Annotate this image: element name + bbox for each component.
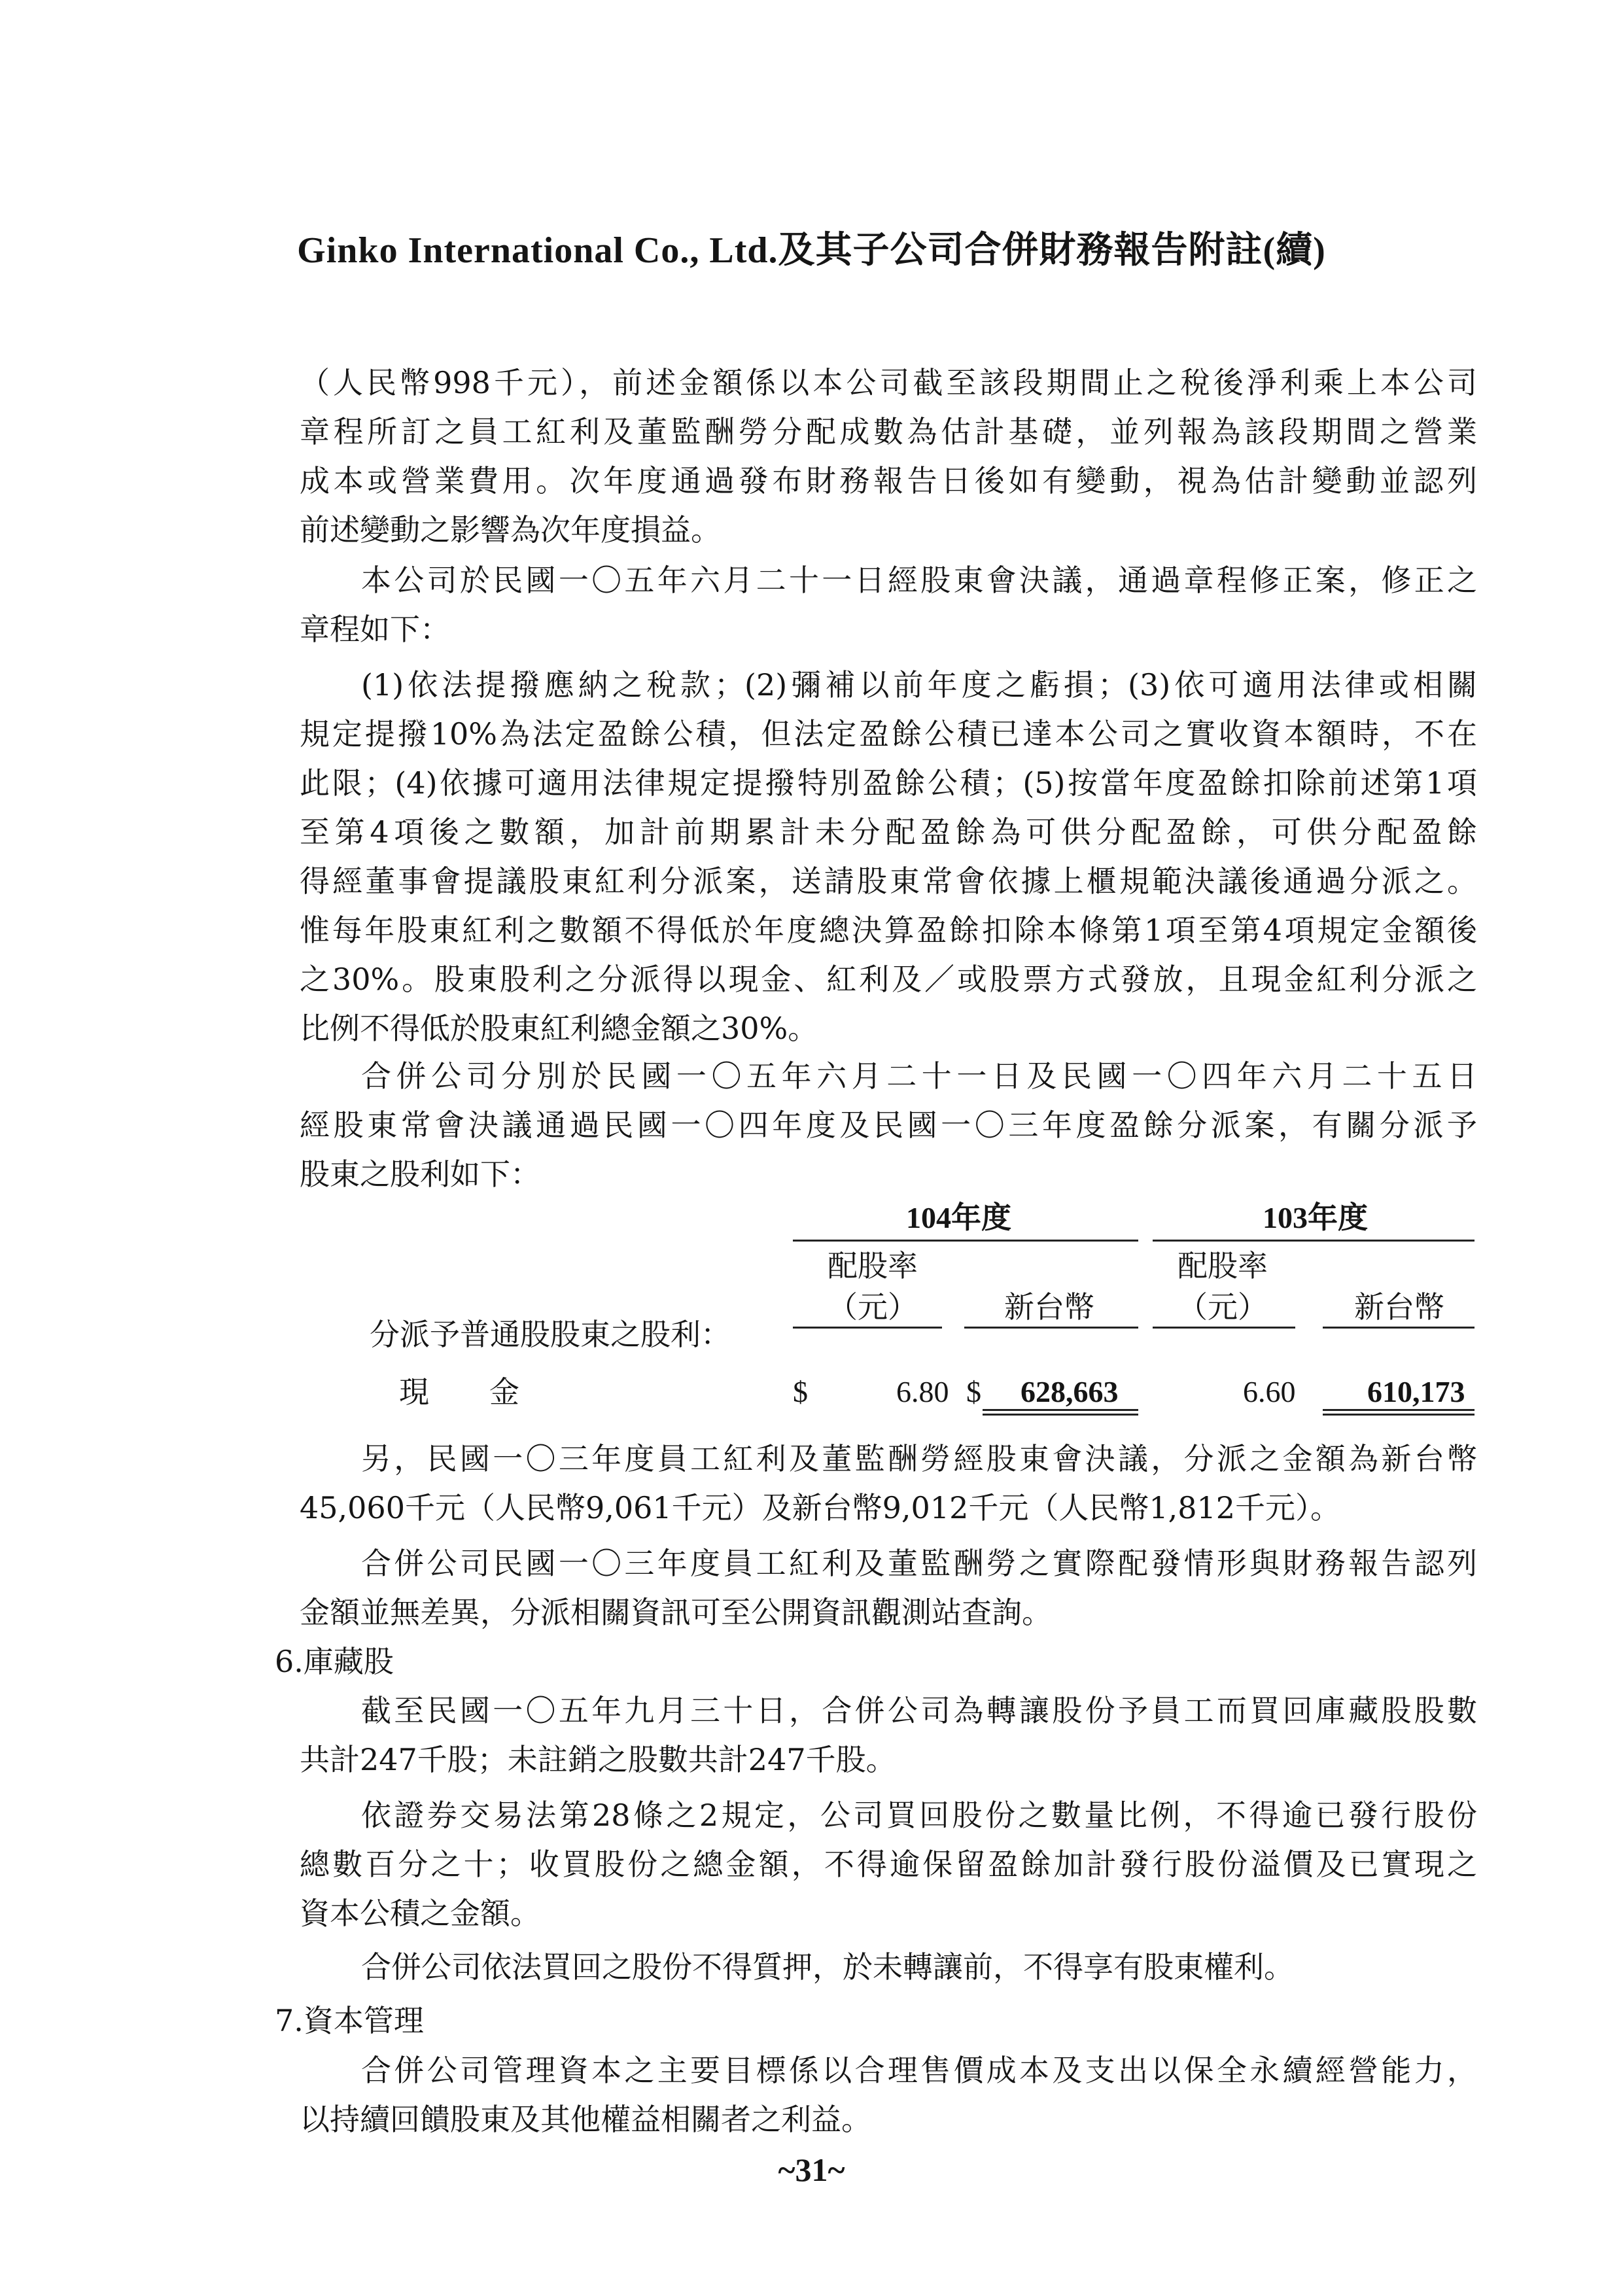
text-line: 資本公積之金額。 xyxy=(300,1896,540,1931)
text-line: 規定提撥10%為法定盈餘公積，但法定盈餘公積已達本公司之實收資本額時，不在 xyxy=(300,716,1477,752)
text-line: 之30%。股東股利之分派得以現金、紅利及／或股票方式發放，且現金紅利分派之 xyxy=(300,962,1477,997)
text-line: 依證券交易法第28條之2規定，公司買回股份之數量比例，不得逾已發行股份 xyxy=(361,1798,1477,1833)
rate-header-103: 配股率 xyxy=(1178,1248,1268,1283)
text-line: 金額並無差異，分派相關資訊可至公開資訊觀測站查詢。 xyxy=(300,1595,1052,1630)
page-number: ~31~ xyxy=(778,2151,845,2188)
paragraph-bonus-difference xyxy=(300,1539,1477,1637)
text-line: 股東之股利如下： xyxy=(300,1157,540,1192)
unit-header-103: （元） xyxy=(1178,1289,1268,1325)
text-line: 前述變動之影響為次年度損益。 xyxy=(300,512,721,548)
text-line: 得經董事會提議股東紅利分派案，送請股東常會依據上櫃規範決議後通過分派之。 xyxy=(300,863,1477,899)
text-line: 成本或營業費用。次年度通過發布財務報告日後如有變動，視為估計變動並認列 xyxy=(300,463,1477,498)
text-line: 合併公司民國一〇三年度員工紅利及董監酬勞之實際配發情形與財務報告認列 xyxy=(361,1546,1477,1581)
subheader-rule xyxy=(1153,1327,1295,1329)
currency-symbol: $ xyxy=(793,1375,808,1408)
currency-symbol: $ xyxy=(966,1375,981,1408)
paragraph-employee-bonus xyxy=(300,1435,1477,1533)
paragraph-treasury-1 xyxy=(300,1686,1477,1784)
rate-header-104: 配股率 xyxy=(828,1248,918,1283)
column-header-104: 104年度 xyxy=(906,1201,1011,1234)
total-underline xyxy=(1323,1409,1475,1411)
text-line: 章程如下： xyxy=(300,612,450,647)
row-label-cash: 現 金 xyxy=(399,1374,519,1410)
text-line: 章程所訂之員工紅利及董監酬勞分配成數為估計基礎，並列報為該段期間之營業 xyxy=(300,414,1477,449)
text-line: 比例不得低於股東紅利總金額之30%。 xyxy=(300,1011,818,1046)
text-line: 總數百分之十；收買股份之總金額，不得逾保留盈餘加計發行股份溢價及已實現之 xyxy=(300,1847,1477,1882)
text-line: 截至民國一〇五年九月三十日，合併公司為轉讓股份予員工而買回庫藏股股數 xyxy=(361,1693,1477,1728)
text-line: 另，民國一〇三年度員工紅利及董監酬勞經股東會決議，分派之金額為新台幣 xyxy=(361,1441,1477,1476)
text-line: 經股東常會決議通過民國一〇四年度及民國一〇三年度盈餘分派案，有關分派予 xyxy=(300,1107,1477,1143)
amount-value-104: 628,663 xyxy=(1021,1375,1119,1408)
total-underline xyxy=(983,1409,1138,1411)
header-rule xyxy=(1153,1240,1475,1242)
text-line: 以持續回饋股東及其他權益相關者之利益。 xyxy=(300,2102,871,2137)
text-line: 45,060千元（人民幣9,061千元）及新台幣9,012千元（人民幣1,812千元）。 xyxy=(300,1490,1341,1525)
subheader-rule xyxy=(1323,1327,1475,1329)
amount-header-104: 新台幣 xyxy=(1004,1289,1094,1325)
text-line: 惟每年股東紅利之數額不得低於年度總決算盈餘扣除本條第1項至第4項規定金額後 xyxy=(300,913,1477,948)
text-line: 合併公司依法買回之股份不得質押，於未轉讓前，不得享有股東權利。 xyxy=(361,1949,1294,1985)
row-group-label: 分派予普通股股東之股利： xyxy=(370,1317,731,1352)
text-line: 合併公司分別於民國一〇五年六月二十一日及民國一〇四年六月二十五日 xyxy=(361,1058,1477,1094)
rate-value-103: 6.60 xyxy=(1243,1375,1296,1408)
total-double-underline xyxy=(1323,1414,1475,1416)
subheader-rule xyxy=(964,1327,1138,1329)
section-heading-capital-management: 7.資本管理 xyxy=(275,2003,424,2038)
section-heading-treasury-stock: 6.庫藏股 xyxy=(275,1644,394,1679)
page-title: Ginko International Co., Ltd.及其子公司合併財務報告附註(續) xyxy=(297,230,1326,271)
subheader-rule xyxy=(793,1327,942,1329)
text-line: (1)依法提撥應納之稅款；(2)彌補以前年度之虧損；(3)依可適用法律或相關 xyxy=(361,667,1477,703)
unit-header-104: （元） xyxy=(828,1289,918,1325)
text-line: （人民幣998千元），前述金額係以本公司截至該段期間止之稅後淨利乘上本公司 xyxy=(300,365,1477,400)
rate-value-104: 6.80 xyxy=(896,1375,949,1408)
text-line: 共計247千股；未註銷之股數共計247千股。 xyxy=(300,1742,896,1777)
column-header-103: 103年度 xyxy=(1263,1201,1368,1234)
text-line: 合併公司管理資本之主要目標係以合理售價成本及支出以保全永續經營能力， xyxy=(361,2053,1477,2088)
header-rule xyxy=(793,1240,1138,1242)
amount-header-103: 新台幣 xyxy=(1354,1289,1444,1325)
total-double-underline xyxy=(983,1414,1138,1416)
paragraph-capital-management xyxy=(300,2046,1477,2144)
paragraph-treasury-2 xyxy=(300,1791,1477,1938)
text-line: 此限；(4)依據可適用法律規定提撥特別盈餘公積；(5)按當年度盈餘扣除前述第1項 xyxy=(300,765,1477,801)
amount-value-103: 610,173 xyxy=(1367,1375,1465,1408)
text-line: 本公司於民國一〇五年六月二十一日經股東會決議，通過章程修正案，修正之 xyxy=(361,563,1477,598)
paragraph-treasury-3 xyxy=(300,1943,1477,1992)
text-line: 至第4項後之數額，加計前期累計未分配盈餘為可供分配盈餘，可供分配盈餘 xyxy=(300,814,1477,850)
